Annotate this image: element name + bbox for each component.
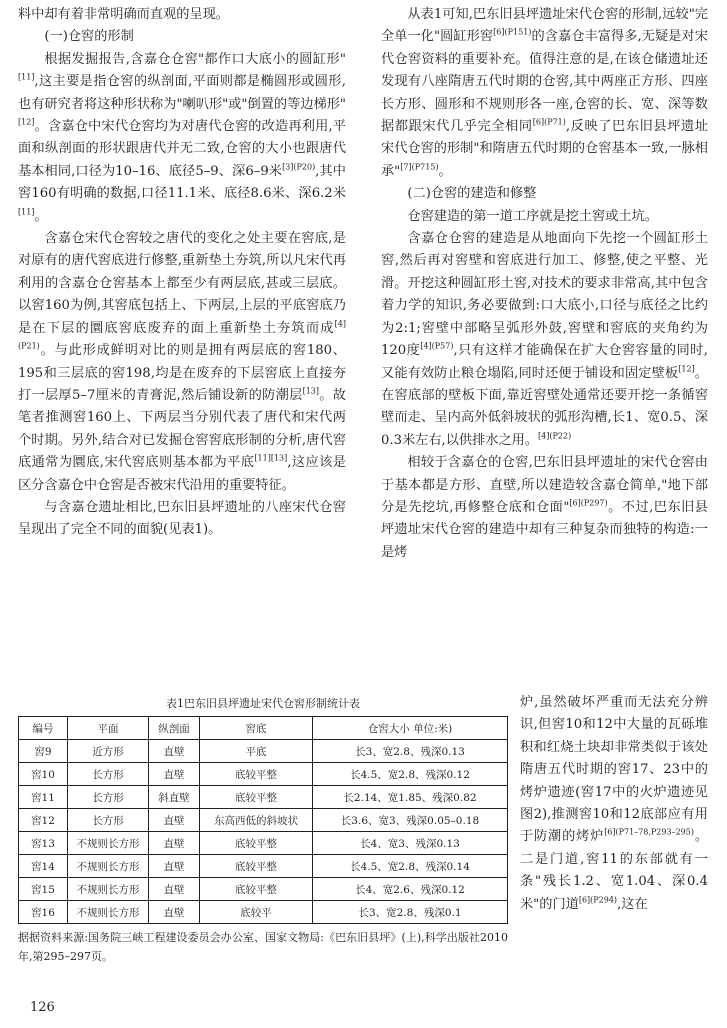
paragraph <box>520 692 708 916</box>
left-column <box>18 4 346 542</box>
table-cell: 直壁 <box>149 901 200 924</box>
paragraph: 料中却有着非常明确而直观的呈现。 <box>18 7 229 22</box>
paragraph <box>381 228 708 452</box>
citation: [11][13] <box>254 453 288 463</box>
table-cell: 底较平整 <box>200 832 313 855</box>
text-run: ,其中窖160有明确的数据,口径11.1米、底径8.6米、深6.2米 <box>18 163 346 202</box>
text-run: 。 <box>438 163 452 179</box>
section-heading: (二)仓窖的建造和修整 <box>407 186 537 202</box>
table-cell: 直壁 <box>149 855 200 878</box>
text-run: 。与此形成鲜明对比的则是拥有两层底的窖180、195和三层底的窖198,均是在废弃的下层窖底上直接夯打一层厚5–7厘米的青膏泥,然后铺设新的防潮层 <box>18 343 346 403</box>
text-run: ,这主要是指仓窖的纵剖面,平面则都是椭圆形或圆形,也有研究者将这种形状称为"喇叭形"或"倒置的等边梯形" <box>18 74 346 112</box>
table-cell: 长4.5、宽2.8、残深0.12 <box>313 763 508 786</box>
table-row <box>19 809 508 832</box>
text-run: 含嘉仓宋代仓窖较之唐代的变化之处主要在窖底,是对原有的唐代窖底进行修整,重新垫土夯筑,所以凡宋代再利用的含嘉仓仓窖基本上都至少有两层底,甚或三层底。以窖160为例,其窖底包括上、下两层,上层的平底窖底乃是在下层的圜底窖底废弃的面上重新垫土夯筑而成 <box>18 231 346 336</box>
table-row <box>19 832 508 855</box>
table-cell: 不规则长方形 <box>68 901 149 924</box>
text-run: 炉,虽然破坏严重而无法充分辨识,但窖10和12中大量的瓦砾堆积和红烧土块却非常类似于该处隋唐五代时期的窖17、23中的烤炉遗迹(窖17中的火炉遗迹见图2),推测窖10和12底部应有用于防潮的烤炉 <box>520 695 708 845</box>
table-cell: 直壁 <box>149 809 200 832</box>
column-header: 窖底 <box>200 717 313 740</box>
text-run: 。 <box>34 208 48 224</box>
table-cell: 底较平整 <box>200 763 313 786</box>
table-cell: 窖12 <box>19 809 68 832</box>
page-number: 126 <box>30 1000 55 1015</box>
column-header: 纵剖面 <box>149 717 200 740</box>
text-run: 。在窖底部的壁板下面,靠近窖壁处通常还要开挖一条循窖壁而走、呈内高外低斜坡状的弧形沟槽,长1、宽0.5、深0.3米左右,以供排水之用。 <box>381 365 708 448</box>
paragraph: 与含嘉仓遗址相比,巴东旧县坪遗址的八座宋代仓窖呈现出了完全不同的面貌(见表1)。 <box>18 499 346 538</box>
text-run: ,这应该是区分含嘉仓中仓窖是否被宋代沿用的重要特征。 <box>18 455 346 493</box>
table-cell: 长3、宽2.8、残深0.1 <box>313 901 508 924</box>
table-cell: 长方形 <box>68 763 149 786</box>
table-cell: 窖15 <box>19 878 68 901</box>
paragraph <box>381 4 708 183</box>
table-cell: 窖13 <box>19 832 68 855</box>
citation: [6](P297) <box>569 498 608 508</box>
table-cell: 底较平整 <box>200 786 313 809</box>
table-source-note: 据据资料来源:国务院三峡工程建设委员会办公室、国家文物局:《巴东旧县坪》(上),科学出版社2010年,第295–297页。 <box>18 931 508 963</box>
text-run: 从表1可知,巴东旧县坪遗址宋代仓窖的形制,远较"完全单一化"圆缸形窖 <box>381 7 708 45</box>
citation: [4](P22) <box>538 431 572 441</box>
text-run: ,只有这样才能确保在扩大仓窖容量的同时,又能有效防止粮仓塌陷,同时还便于铺设和固定壁板 <box>381 343 709 381</box>
table-cell: 近方形 <box>68 740 149 763</box>
table-cell: 长4、宽3、残深0.13 <box>313 832 508 855</box>
citation: [12] <box>18 117 35 127</box>
table-row <box>19 901 508 924</box>
citation: [6](P151) <box>493 28 532 38</box>
text-run: 。二是门道,窖11的东部就有一条"残长1.2、宽1.04、深0.4米"的门道 <box>520 829 708 912</box>
table-cell: 直壁 <box>149 832 200 855</box>
table-cell: 不规则长方形 <box>68 878 149 901</box>
text-run: 的含嘉仓丰富得多,无疑是对宋代仓窖资料的重要补充。值得注意的是,在该仓储遗址还发现有八座隋唐五代时期的仓窖,其中两座正方形、四座长方形、圆形和不规则形各一座,仓窖的长、宽、深等数据都跟宋代几乎完全相同 <box>381 29 708 135</box>
right-column <box>381 4 708 564</box>
text-run: 根据发掘报告,含嘉仓仓窖"都作口大底小的圆缸形" <box>44 51 346 67</box>
text-run: 含嘉仓仓窖的建造是从地面向下先挖一个圆缸形土窖,然后再对窖壁和窖底进行加工、修整,使之平整、光滑。开挖这种圆缸形土窖,对技术的要求非常高,其中包含着力学的知识,务必要做到:口大底小,口径与底径之比约为2:1;窖壁中部略呈弧形外鼓,窖壁和窖底的夹角约为120度 <box>381 231 708 359</box>
table-cell: 直壁 <box>149 740 200 763</box>
table-row <box>19 740 508 763</box>
table-cell: 底较平 <box>200 901 313 924</box>
table-cell: 斜直壁 <box>149 786 200 809</box>
section-heading: (一)仓窖的形制 <box>44 29 134 45</box>
table-cell: 长3.6、宽3、残深0.05–0.18 <box>313 809 508 832</box>
citation: [6](P71) <box>532 117 566 127</box>
citation: [11] <box>18 72 35 82</box>
table-cell: 长方形 <box>68 786 149 809</box>
table-cell: 不规则长方形 <box>68 832 149 855</box>
text-run: 。不过,巴东旧县坪遗址宋代仓窖的建造中却有三种复杂而独特的构造:一是烤 <box>381 499 708 560</box>
paragraph <box>18 49 346 228</box>
citation: [6](P71–78,P293–295) <box>604 828 694 838</box>
table-container <box>18 696 508 977</box>
table-cell: 长2.14、宽1.85、残深0.82 <box>313 786 508 809</box>
data-table <box>18 716 508 924</box>
column-header: 仓窖大小 单位:米) <box>313 717 508 740</box>
citation: [4](P57) <box>420 341 454 351</box>
table-cell: 窖9 <box>19 740 68 763</box>
table-cell: 东高西低的斜坡状 <box>200 809 313 832</box>
paragraph: 仓窖建造的第一道工序就是挖土窖或土坑。 <box>407 208 658 224</box>
table-cell: 底较平整 <box>200 878 313 901</box>
text-run: 相较于含嘉仓的仓窖,巴东旧县坪遗址的宋代仓窖由于基本都是方形、直壁,所以建造较含嘉仓简单,"地下部分是先挖坑,再修整仓底和仓面" <box>381 455 708 515</box>
citation: [11] <box>18 207 35 217</box>
citation: [6](P294) <box>578 895 618 905</box>
table-cell: 平底 <box>200 740 313 763</box>
table-cell: 窖11 <box>19 786 68 809</box>
table-row <box>19 786 508 809</box>
table-cell: 长方形 <box>68 809 149 832</box>
table-cell: 窖10 <box>19 763 68 786</box>
citation: [12] <box>678 364 695 374</box>
column-header: 编号 <box>19 717 68 740</box>
table-row <box>19 763 508 786</box>
text-run: 。含嘉仓中宋代仓窖均为对唐代仓窖的改造再利用,平面和纵剖面的形状跟唐代并无二致,仓窖的大小也跟唐代基本相同,口径为10–16、底径5–9、深6–9米 <box>18 119 346 179</box>
right-column-continuation <box>520 692 708 916</box>
table-cell: 底较平整 <box>200 855 313 878</box>
citation: [3](P20) <box>282 162 316 172</box>
table-cell: 直壁 <box>149 763 200 786</box>
table-title: 表1巴东旧县坪遗址宋代仓窖形制统计表 <box>166 697 360 710</box>
text-run: ,反映了巴东旧县坪遗址宋代仓窖的形制"和隋唐五代时期的仓窖基本一致,一脉相承" <box>381 119 708 179</box>
table-cell: 窖14 <box>19 855 68 878</box>
table-cell: 直壁 <box>149 878 200 901</box>
text-run: ,这在 <box>617 896 648 912</box>
paragraph <box>18 228 346 497</box>
paragraph <box>381 452 708 564</box>
table-cell: 窖16 <box>19 901 68 924</box>
citation: [7](P715) <box>400 162 439 172</box>
table-row <box>19 878 508 901</box>
table-cell: 长4、宽2.6、残深0.12 <box>313 878 508 901</box>
table-cell: 不规则长方形 <box>68 855 149 878</box>
table-row <box>19 855 508 878</box>
table-cell: 长3、宽2.8、残深0.13 <box>313 740 508 763</box>
table-header-row <box>19 717 508 740</box>
column-header: 平面 <box>68 717 149 740</box>
citation: [13] <box>302 386 319 396</box>
table-cell: 长4.5、宽2.8、残深0.14 <box>313 855 508 878</box>
text-run: 。故笔者推测窖160上、下两层当分别代表了唐代和宋代两个时期。另外,结合对已发掘仓窖窖底形制的分析,唐代窖底通常为圜底,宋代窖底则基本都为平底 <box>18 387 346 471</box>
citation: [4](P21) <box>18 319 346 351</box>
